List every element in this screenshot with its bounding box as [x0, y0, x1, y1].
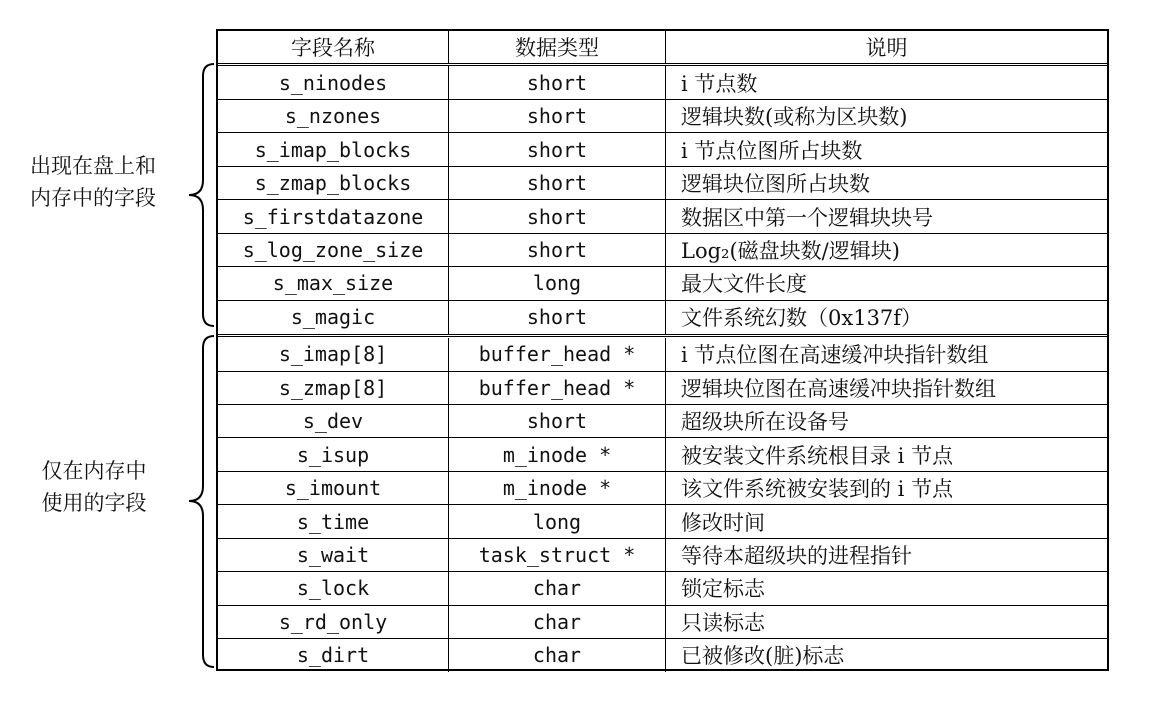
field-name-cell: s_imap[8] [218, 338, 449, 371]
column-header: 说明 [865, 36, 908, 60]
data-type-cell: short [449, 405, 666, 438]
description-cell: 已被修改(脏)标志 [681, 644, 845, 669]
data-type-cell: task_struct * [449, 538, 666, 571]
description-cell: 被安装文件系统根目录 i 节点 [681, 443, 954, 468]
field-name-cell: s_nzones [218, 99, 449, 132]
table-row [218, 405, 1107, 438]
data-type-cell: char [449, 639, 666, 672]
description-cell: i 节点位图在高速缓冲块指针数组 [681, 343, 989, 368]
group-divider [218, 334, 1107, 337]
group-label-line: 内存中的字段 [30, 186, 156, 210]
field-name-cell: s_max_size [218, 267, 449, 300]
description-cell: 该文件系统被安装到的 i 节点 [681, 477, 954, 502]
field-name-cell: s_isup [218, 438, 449, 471]
field-name-cell: s_lock [218, 572, 449, 605]
table-row [218, 605, 1107, 638]
table-row [218, 572, 1107, 605]
table-row [218, 338, 1107, 371]
field-name-cell: s_time [218, 505, 449, 538]
column-header: 字段名称 [218, 31, 449, 63]
data-type-cell: short [449, 66, 666, 99]
data-type-cell: short [449, 166, 666, 199]
field-name-cell: s_ninodes [218, 66, 449, 99]
brace-memory-only [189, 336, 214, 667]
field-name-cell: s_dev [218, 405, 449, 438]
description-cell: 修改时间 [681, 510, 765, 535]
data-type-cell: buffer_head * [449, 371, 666, 404]
grouping-braces [0, 0, 230, 704]
description-cell: 逻辑块数(或称为区块数) [681, 105, 908, 130]
group-label-line: 出现在盘上和 [30, 154, 156, 178]
data-type-cell: char [449, 605, 666, 638]
description-cell: 最大文件长度 [681, 272, 807, 297]
table-header-row [218, 31, 1107, 63]
description-cell: 逻辑块位图所占块数 [681, 172, 870, 197]
field-name-cell: s_firstdatazone [218, 200, 449, 233]
table-row [218, 66, 1107, 99]
group-label-line: 使用的字段 [41, 491, 147, 515]
description-cell: 逻辑块位图在高速缓冲块指针数组 [681, 376, 996, 401]
data-type-cell: long [449, 505, 666, 538]
table-row [218, 471, 1107, 504]
table-row [218, 99, 1107, 132]
data-type-cell: buffer_head * [449, 338, 666, 371]
field-name-cell: s_imount [218, 471, 449, 504]
group-label-line: 仅在内存中 [41, 459, 147, 483]
table-row [218, 133, 1107, 166]
table-row [218, 438, 1107, 471]
data-type-cell: short [449, 133, 666, 166]
field-name-cell: s_magic [218, 300, 449, 333]
field-name-cell: s_zmap[8] [218, 371, 449, 404]
data-type-cell: m_inode * [449, 471, 666, 504]
description-cell: 锁定标志 [681, 577, 765, 602]
description-cell: 数据区中第一个逻辑块块号 [681, 205, 933, 230]
description-cell: 只读标志 [681, 610, 765, 635]
table-row [218, 166, 1107, 199]
field-name-cell: s_imap_blocks [218, 133, 449, 166]
table-row [218, 505, 1107, 538]
table-row [218, 639, 1107, 672]
table-row [218, 200, 1107, 233]
field-name-cell: s_rd_only [218, 605, 449, 638]
field-name-cell: s_log_zone_size [218, 233, 449, 266]
data-type-cell: char [449, 572, 666, 605]
column-header: 数据类型 [449, 31, 666, 63]
description-cell: i 节点数 [681, 71, 758, 96]
data-type-cell: short [449, 300, 666, 333]
superblock-fields-table [216, 29, 1109, 671]
data-type-cell: long [449, 267, 666, 300]
table-row [218, 233, 1107, 266]
field-name-cell: s_wait [218, 538, 449, 571]
field-name-cell: s_zmap_blocks [218, 166, 449, 199]
data-type-cell: short [449, 99, 666, 132]
description-cell: Log₂(磁盘块数/逻辑块) [681, 238, 900, 263]
brace-disk-and-memory [189, 64, 214, 326]
data-type-cell: short [449, 200, 666, 233]
description-cell: 等待本超级块的进程指针 [681, 544, 912, 569]
table-row [218, 371, 1107, 404]
data-type-cell: short [449, 233, 666, 266]
data-type-cell: m_inode * [449, 438, 666, 471]
table-row [218, 538, 1107, 571]
table-row [218, 300, 1107, 333]
description-cell: 文件系统幻数（0x137f） [681, 305, 923, 330]
field-name-cell: s_dirt [218, 639, 449, 672]
table-row [218, 267, 1107, 300]
description-cell: i 节点位图所占块数 [681, 138, 863, 163]
description-cell: 超级块所在设备号 [681, 410, 849, 435]
